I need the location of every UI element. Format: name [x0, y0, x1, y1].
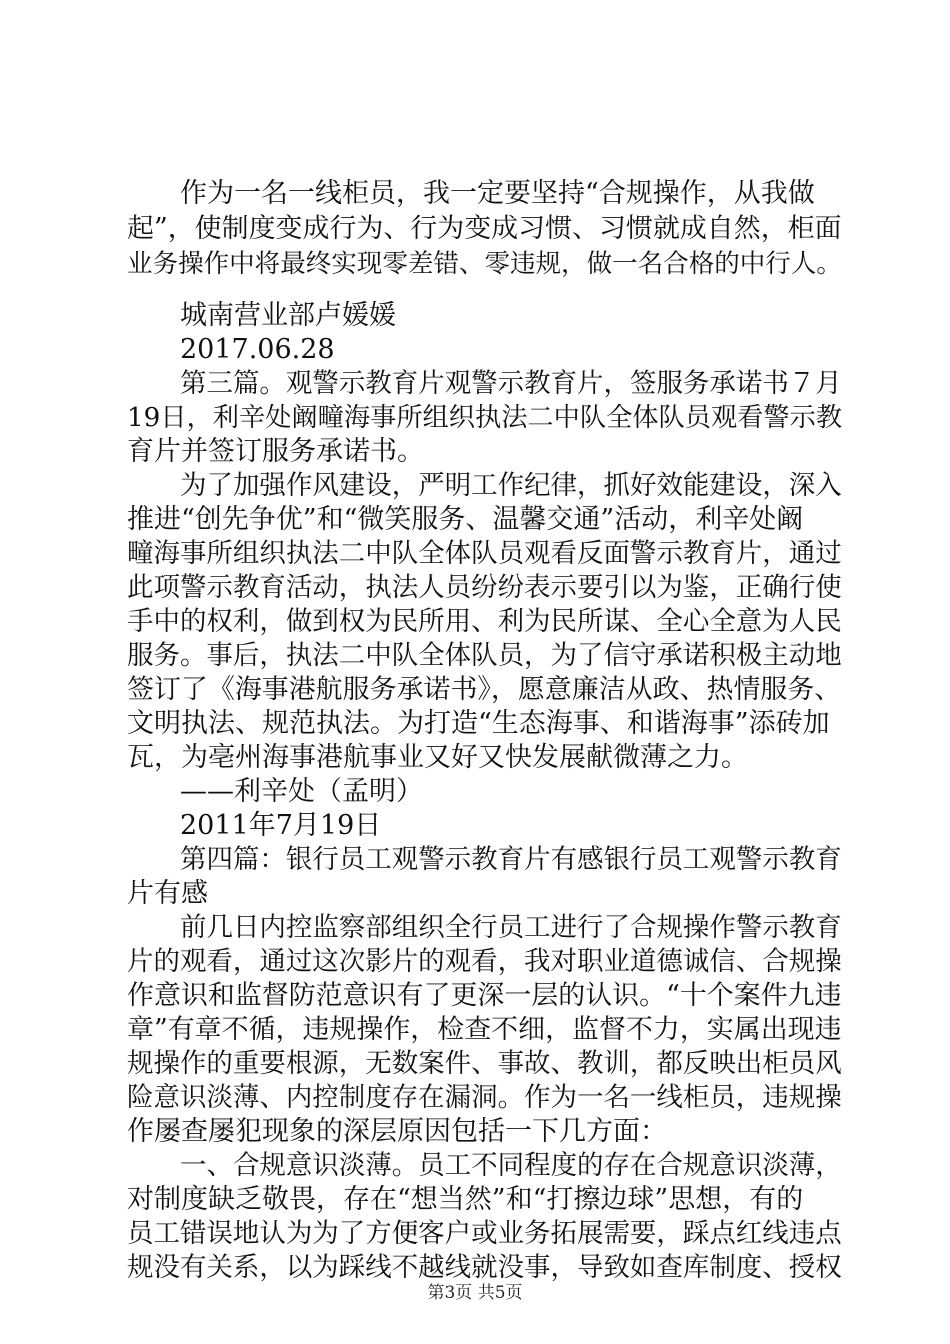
- section-heading: 第三篇。观警示教育片观警示教育片，签服务承诺书７月: [180, 368, 842, 399]
- author-signature: ——利辛处（孟明）: [180, 776, 423, 807]
- text-line: 签订了《海事港航服务承诺书》，愿意廉洁从政、热情服务、: [127, 674, 842, 705]
- text-line: 片的观看，通过这次影片的观看，我对职业道德诚信、合规操: [127, 946, 842, 977]
- section-heading: 片有感: [127, 878, 208, 909]
- text-line: 手中的权利，做到权为民所用、利为民所谋、全心全意为人民: [127, 606, 842, 637]
- text-line: 一、合规意识淡薄。员工不同程度的存在合规意识淡薄，: [180, 1150, 842, 1181]
- text-line: 为了加强作风建设，严明工作纪律，抓好效能建设，深入: [180, 470, 842, 501]
- text-line: 规操作的重要根源，无数案件、事故、教训，都反映出柜员风: [127, 1048, 842, 1079]
- date-line: 2017.06.28: [180, 334, 335, 365]
- text-line: 险意识淡薄、内控制度存在漏洞。作为一名一线柜员，违规操: [127, 1082, 842, 1113]
- text-line: 推进“创先争优”和“微笑服务、温馨交通”活动，利辛处阚: [127, 504, 804, 535]
- text-line: 章”有章不循，违规操作，检查不细，监督不力，实属出现违: [127, 1014, 842, 1045]
- text-line: 对制度缺乏敬畏，存在“想当然”和“打擦边球”思想，有的: [127, 1184, 804, 1215]
- text-line: 规没有关系，以为踩线不越线就没事，导致如查库制度、授权: [127, 1252, 842, 1283]
- text-line: 作意识和监督防范意识有了更深一层的认识。“十个案件九违: [127, 980, 842, 1011]
- author-signature: 城南营业部卢媛媛: [180, 300, 396, 331]
- text-line: 疃海事所组织执法二中队全体队员观看反面警示教育片，通过: [127, 538, 842, 569]
- text-line: 服务。事后，执法二中队全体队员，为了信守承诺积极主动地: [127, 640, 842, 671]
- date-line: 2011年7月19日: [180, 810, 382, 841]
- text-line: 业务操作中将最终实现零差错、零违规，做一名合格的中行人。: [127, 249, 842, 279]
- text-line: 此项警示教育活动，执法人员纷纷表示要引以为鉴，正确行使: [127, 572, 842, 603]
- text-line: 起”，使制度变成行为、行为变成习惯、习惯就成自然，柜面: [127, 213, 842, 244]
- text-line: 员工错误地认为为了方便客户或业务拓展需要，踩点红线违点: [127, 1218, 842, 1249]
- text-line: 前几日内控监察部组织全行员工进行了合规操作警示教育: [180, 912, 842, 943]
- text-line: 19日，利辛处阚疃海事所组织执法二中队全体队员观看警示教: [127, 403, 843, 433]
- page-number-footer: 第3页 共5页: [427, 1283, 523, 1303]
- text-line: 育片并签订服务承诺书。: [127, 436, 424, 467]
- section-heading: 第四篇：银行员工观警示教育片有感银行员工观警示教育: [180, 844, 842, 875]
- text-line: 作屡查屡犯现象的深层原因包括一下几方面：: [127, 1116, 667, 1147]
- text-line: 瓦，为亳州海事港航事业又好又快发展献微薄之力。: [127, 742, 748, 773]
- text-line: 文明执法、规范执法。为打造“生态海事、和谐海事”添砖加: [127, 708, 830, 739]
- text-line: 作为一名一线柜员，我一定要坚持“合规操作，从我做: [180, 178, 815, 209]
